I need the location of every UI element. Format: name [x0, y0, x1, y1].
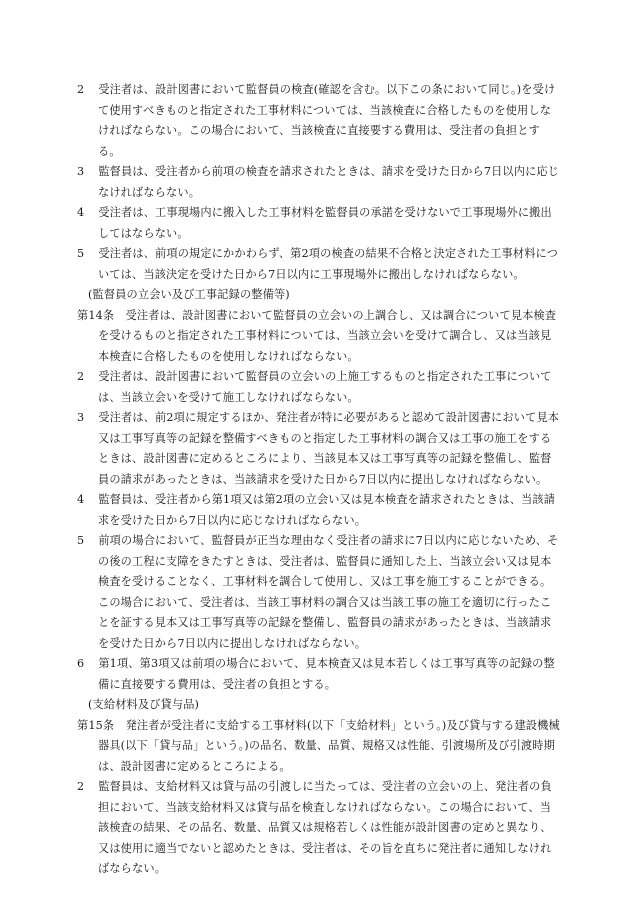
paragraph-text: 受注者は、工事現場内に搬入した工事材料を監督員の承諾を受けないで工事現場外に搬出してはならない。 [98, 206, 552, 240]
paragraph-number: 2 [77, 83, 85, 96]
paragraph-14-6 [77, 654, 562, 695]
article-15 [77, 716, 562, 778]
paragraph-number: 3 [77, 165, 85, 178]
article-14-heading [77, 285, 562, 306]
paragraph-text: 受注者は、前項の規定にかかわらず、第2項の検査の結果不合格と決定された工事材料については、当該決定を受けた日から7日以内に工事現場外に搬出しなければならない。 [98, 247, 558, 281]
article-number: 第15条 [77, 718, 115, 732]
article-15-heading [77, 695, 562, 716]
paragraph-14-3 [77, 408, 562, 490]
article-text: 受注者は、設計図書において監督員の立会いの上調合し、又は調合について見本検査を受けるものと指定された工事材料については、当該立会いを受けて調合し、又は当該見本検査に合格したものを使用しなければならない。 [98, 308, 557, 363]
paragraph-text: 監督員は、受注者から前項の検査を請求されたときは、請求を受けた日から7日以内に応じなければならない。 [98, 165, 560, 199]
paragraph-text: 監督員は、支給材料又は貸与品の引渡しに当たっては、受注者の立会いの上、発注者の負担において、当該支給材料又は貸与品を検査しなければならない。この場合において、当該検査の結果、その品名、数量、品質又は規格若しくは性能が設計図書の定めと異なり、又は使用に適当でないと認めたときは、受注者は、その旨を直ちに発注者に通知しなければならない。 [98, 780, 552, 875]
article-text: 発注者が受注者に支給する工事材料(以下「支給材料」という。)及び貸与する建設機械器具(以下「貸与品」という。)の品名、数量、品質、規格又は性能、引渡場所及び引渡時期は、設計図書に定めるところによる。 [98, 718, 560, 773]
paragraph-text: 前項の場合において、監督員が正当な理由なく受注者の請求に7日以内に応じないため、その後の工程に支障をきたすときは、受注者は、監督員に通知した上、当該立会い又は見本検査を受けることなく、工事材料を調合して使用し、又は工事を施工することができる。この場合において、受注者は、当該工事材料の調合又は当該工事の施工を適切に行ったことを証する見本又は工事写真等の記録を整備し、監督員の請求があったときは、当該請求を受けた日から7日以内に提出しなければならない。 [98, 534, 559, 650]
paragraph-13-3 [77, 162, 562, 203]
paragraph-number: 2 [77, 370, 85, 383]
paragraph-13-2 [77, 80, 562, 162]
paragraph-14-5 [77, 531, 562, 654]
paragraph-14-2 [77, 367, 562, 408]
paragraph-number: 5 [77, 534, 85, 547]
paragraph-13-4 [77, 203, 562, 244]
article-number: 第14条 [77, 308, 115, 322]
paragraph-15-2 [77, 777, 562, 880]
paragraph-text: 受注者は、設計図書において監督員の立会いの上施工するものと指定された工事については、当該立会いを受けて施工しなければならない。 [98, 370, 552, 404]
article-14 [77, 306, 562, 368]
heading-text: (支給材料及び貸与品) [88, 698, 200, 711]
paragraph-number: 6 [77, 657, 85, 670]
paragraph-number: 5 [77, 247, 85, 260]
paragraph-number: 4 [77, 493, 85, 506]
paragraph-13-5 [77, 244, 562, 285]
paragraph-text: 第1項、第3項又は前項の場合において、見本検査又は見本若しくは工事写真等の記録の整備に直接要する費用は、受注者の負担とする。 [98, 657, 555, 691]
paragraph-number: 3 [77, 411, 85, 424]
heading-text: (監督員の立会い及び工事記録の整備等) [88, 288, 290, 301]
paragraph-text: 受注者は、設計図書において監督員の検査(確認を含む。以下この条において同じ。)を受けて使用すべきものと指定された工事材料については、当該検査に合格したものを使用しなければならない。この場合において、当該検査に直接要する費用は、受注者の負担とする。 [98, 83, 556, 158]
paragraph-number: 2 [77, 780, 85, 793]
paragraph-text: 監督員は、受注者から第1項又は第2項の立会い又は見本検査を請求されたときは、当該請求を受けた日から7日以内に応じなければならない。 [98, 493, 556, 527]
paragraph-number: 4 [77, 206, 85, 219]
paragraph-14-4 [77, 490, 562, 531]
document-page [77, 80, 562, 880]
paragraph-text: 受注者は、前2項に規定するほか、発注者が特に必要があると認めて設計図書において見本又は工事写真等の記録を整備すべきものと指定した工事材料の調合又は工事の施工をするときは、設計図書に定めるところにより、当該見本又は工事写真等の記録を整備し、監督員の請求があったときは、当該請求を受けた日から7日以内に提出しなければならない。 [98, 411, 560, 486]
